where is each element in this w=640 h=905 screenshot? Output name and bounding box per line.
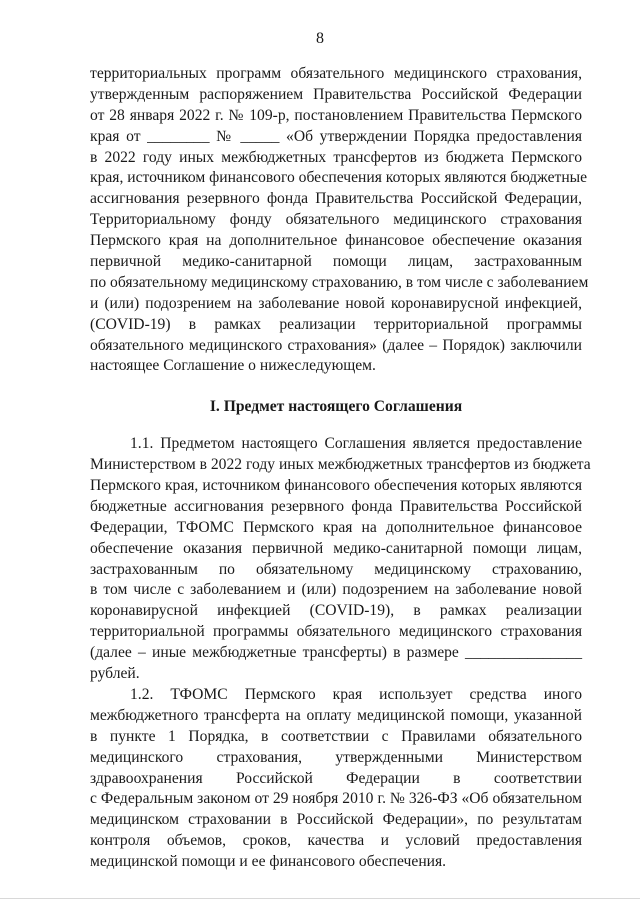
text-line: утвержденным распоряжением Правительства Российской Федерации <box>90 85 582 103</box>
section-title: I. Предмет настоящего Соглашения <box>209 398 463 416</box>
text-line: бюджетные ассигнования резервного фонда Правительства Российской <box>90 497 582 515</box>
text-line: в пункте 1 Порядка, в соответствии с Правилами обязательного <box>90 727 582 745</box>
text-line: Федерации, ТФОМС Пермского края на дополнительное финансовое <box>90 518 582 536</box>
text-line: 1.2. ТФОМС Пермского края использует средства иного <box>130 685 582 703</box>
text-line: территориальной программы обязательного медицинского страхования <box>90 623 582 641</box>
text-line: с Федеральным законом от 29 ноября 2010 г. № 326-ФЗ «Об обязательном <box>90 790 582 808</box>
text-line: обязательного медицинского страхования» (далее – Порядок) заключили <box>90 336 582 354</box>
text-line: от 28 января 2022 г. № 109-р, постановлением Правительства Пермского <box>90 106 582 124</box>
text-line: в 2022 году иных межбюджетных трансфертов из бюджета Пермского <box>90 148 582 166</box>
text-line: контроля объемов, сроков, качества и условий предоставления <box>90 832 582 850</box>
text-line: обеспечение оказания первичной медико-санитарной помощи лицам, <box>90 539 582 557</box>
intro-paragraph <box>90 64 589 377</box>
clause-1-2 <box>90 685 582 873</box>
text-line: края от ________ № _____ «Об утверждении Порядка предоставления <box>90 127 582 145</box>
text-line: Министерством в 2022 году иных межбюджетных трансфертов из бюджета <box>90 456 591 474</box>
text-line: Пермского края на дополнительное финансовое обеспечение оказания <box>90 232 582 250</box>
text-line: в том числе с заболеванием и (или) подозрением на заболевание новой <box>90 581 582 599</box>
text-line: настоящее Соглашение о нижеследующем. <box>90 357 376 375</box>
text-line: края, источником финансового обеспечения которых являются бюджетные <box>90 169 588 187</box>
clause-1-1 <box>90 434 591 685</box>
text-line: Пермского края, источником финансового обеспечения которых являются <box>90 477 582 495</box>
text-line: (далее – иные межбюджетные трансферты) в размере _______________ <box>90 644 582 662</box>
text-line: коронавирусной инфекцией (COVID-19), в рамках реализации <box>90 602 582 620</box>
text-line: по обязательному медицинскому страхованию, в том числе с заболеванием <box>90 273 589 291</box>
text-line: и (или) подозрением на заболевание новой коронавирусной инфекцией, <box>90 294 582 312</box>
text-line: территориальных программ обязательного медицинского страхования, <box>90 65 582 82</box>
document-body <box>90 64 591 873</box>
text-line: застрахованным по обязательному медицинскому страхованию, <box>90 560 582 578</box>
text-line: здравоохранения Российской Федерации в соответствии <box>90 769 582 787</box>
text-line: медицинском страховании в Российской Федерации», по результатам <box>90 811 582 829</box>
text-line: медицинской помощи и ее финансового обеспечения. <box>90 853 447 871</box>
text-line: рублей. <box>90 665 140 683</box>
text-line: медицинского страхования, утвержденными Министерством <box>90 748 582 766</box>
text-line: первичной медико-санитарной помощи лицам, застрахованным <box>90 253 582 271</box>
page-bottom-edge <box>0 898 640 899</box>
text-line: ассигнования резервного фонда Правительства Российской Федерации, <box>90 190 582 208</box>
text-line: Территориальному фонду обязательного медицинского страхования <box>90 211 582 229</box>
text-line: (COVID-19) в рамках реализации территориальной программы <box>90 315 582 333</box>
text-line: 1.1. Предметом настоящего Соглашения является предоставление <box>130 435 582 453</box>
text-line: межбюджетного трансферта на оплату медицинской помощи, указанной <box>90 706 582 724</box>
page-number: 8 <box>316 30 324 47</box>
